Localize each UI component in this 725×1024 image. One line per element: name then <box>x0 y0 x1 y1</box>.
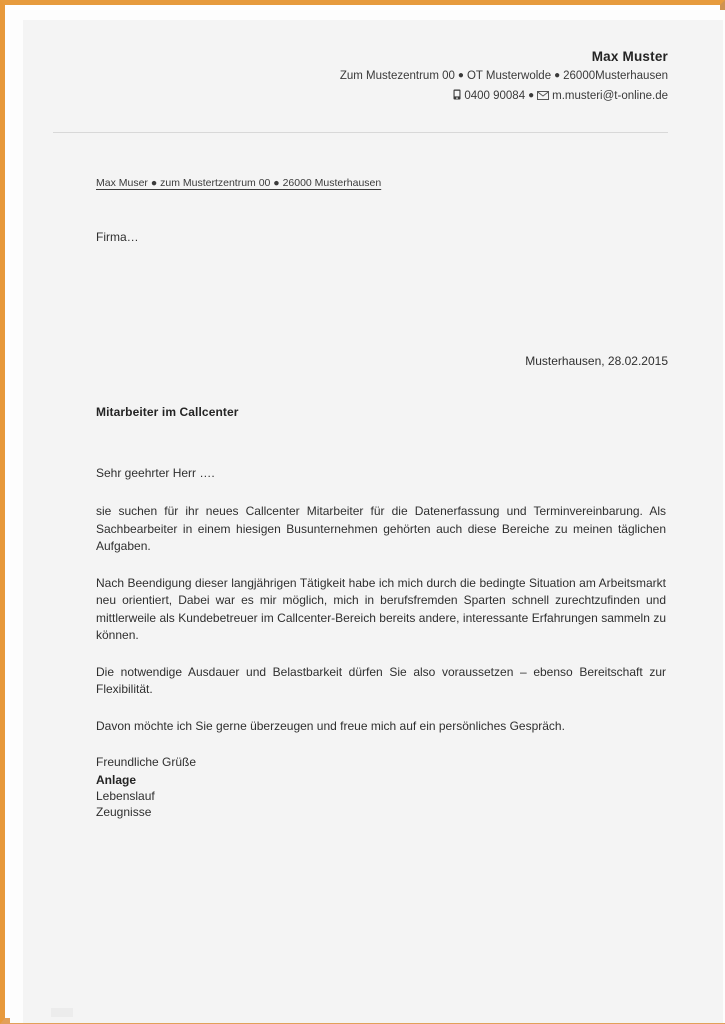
letterhead-divider <box>53 132 668 133</box>
enclosure-item: Lebenslauf <box>96 789 155 803</box>
envelope-icon <box>537 88 549 107</box>
return-address-line: Max Muser ● zum Mustertzentrum 00 ● 26000 Musterhausen <box>96 177 382 189</box>
sender-street: Zum Mustezentrum 00 <box>339 70 455 82</box>
closing-greeting: Freundliche Grüße <box>96 755 197 769</box>
address-separator: ● <box>554 70 561 81</box>
sender-district: OT Musterwolde <box>466 70 552 82</box>
body-paragraph-1: sie suchen für ihr neues Callcenter Mitarbeiter für die Datenerfassung und Terminvereinbarung. Als Sachbearbeiter in einem hiesigen Busunternehmen gehörten auch diese Bereiche zu meinen täglichen Aufgaben. <box>96 504 666 553</box>
subject-line: Mitarbeiter im Callcenter <box>96 405 239 419</box>
address-separator: ● <box>457 70 464 81</box>
email-address: m.musteri@t-online.de <box>552 90 668 102</box>
date-line: Musterhausen, 28.02.2015 <box>525 354 668 368</box>
letter-body <box>96 465 666 771</box>
scan-artifact <box>51 1008 73 1017</box>
enclosure-title: Anlage <box>96 773 137 787</box>
enclosure-block <box>96 772 155 820</box>
page-content <box>23 20 723 1023</box>
body-paragraph-4: Davon möchte ich Sie gerne überzeugen und freue mich auf ein persönliches Gespräch. <box>96 718 565 733</box>
recipient-line-1: Firma… <box>96 230 139 244</box>
body-paragraph-2: Nach Beendigung dieser langjährigen Tätigkeit habe ich mich durch die bedingte Situation am Arbeitsmarkt neu orientiert, Dabei war es mir möglich, mich in berufsfremden Sparten schnell zurechtzufinden und mittlerweile als Kundebetreuer im Callcenter-Bereich bereits andere, interessante Erfahrungen sammeln zu können. <box>96 575 666 642</box>
recipient-block <box>96 229 139 246</box>
salutation: Sehr geehrter Herr …. <box>96 466 215 480</box>
sender-city: 26000Musterhausen <box>563 70 668 82</box>
body-paragraph-3: Die notwendige Ausdauer und Belastbarkeit dürfen Sie also voraussetzen – ebenso Bereitschaft zur Flexibilität. <box>96 664 666 696</box>
sender-name: Max Muster <box>591 49 668 64</box>
letterhead <box>83 48 668 107</box>
phone-number: 0400 90084 <box>464 90 526 102</box>
phone-icon <box>453 88 461 107</box>
sender-address <box>83 66 668 86</box>
frame-inner <box>10 10 725 1023</box>
letter-page <box>23 20 723 1023</box>
enclosure-item: Zeugnisse <box>96 805 152 819</box>
contact-separator: ● <box>528 90 535 101</box>
sender-contact <box>83 86 668 107</box>
